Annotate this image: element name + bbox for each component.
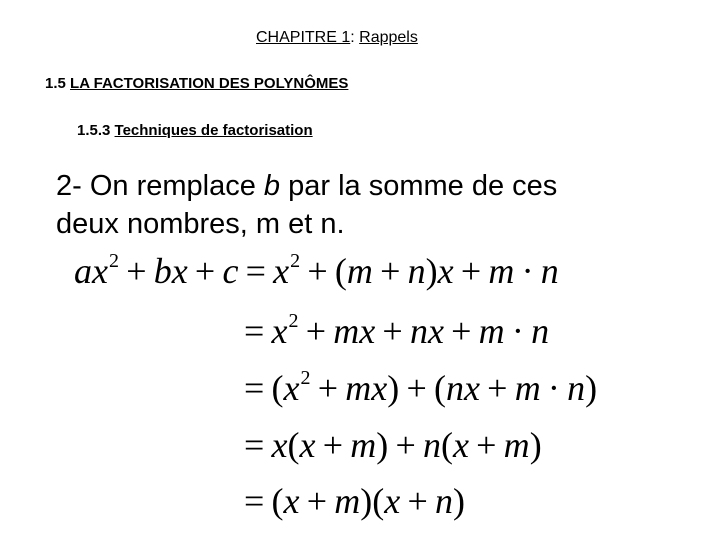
- equation-4: = x(x + m) + n(x + m): [244, 425, 542, 465]
- subsection-heading: [77, 122, 313, 139]
- body-line-1: [56, 170, 557, 203]
- section-heading: [45, 75, 348, 92]
- chapter-label: CHAPITRE 1: [256, 29, 351, 46]
- body-line-1-suffix: par la somme de ces: [280, 170, 558, 202]
- equation-2: = $x^2$ + mx + nx + m · n: [244, 310, 550, 351]
- section-number: 1.5: [45, 75, 71, 92]
- equation-3: = $(x^2 + mx) + (nx + m \cdot n)$: [244, 367, 598, 408]
- equation-1: $ax^2$ + bx + $c = x^2 + (m + n)x + m \cdot n$: [74, 250, 559, 291]
- body-line-1-prefix: 2- On remplace: [56, 170, 264, 202]
- chapter-title: Rappels: [359, 29, 418, 46]
- body-line-1-var: b: [263, 170, 281, 202]
- chapter-separator: :: [350, 29, 360, 46]
- section-title: LA FACTORISATION DES POLYNÔMES: [70, 75, 349, 92]
- subsection-number: 1.5.3: [77, 122, 115, 139]
- subsection-title: Techniques de factorisation: [114, 122, 313, 139]
- chapter-heading: [256, 29, 418, 47]
- equation-5: = (x + m)(x + n): [244, 481, 465, 521]
- body-line-2: deux nombres, m et n.: [56, 208, 345, 240]
